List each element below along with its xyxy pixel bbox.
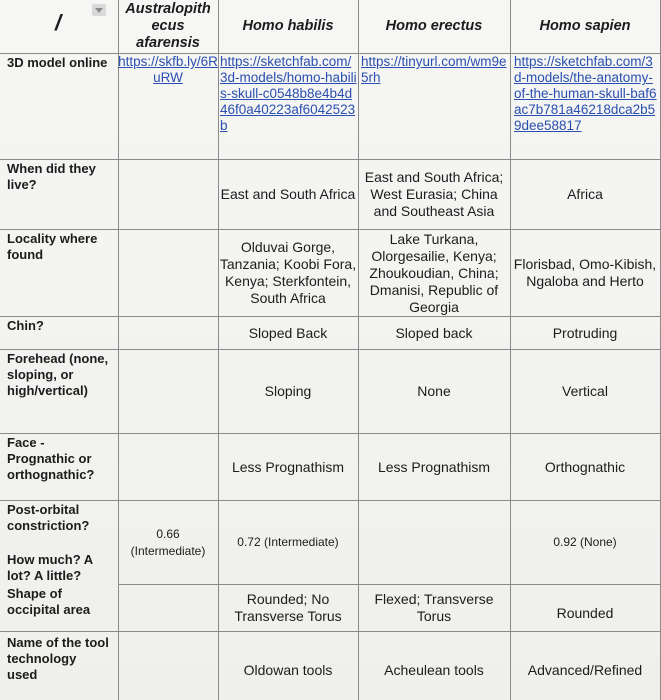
column-divider (118, 0, 119, 700)
corner-slash: / (55, 10, 62, 35)
cell-sapien-postorbital: 0.92 (None) (553, 535, 617, 549)
row-label-when: When did they live? (7, 161, 96, 192)
corner-cell (0, 0, 118, 53)
cell-sapien-tool: Advanced/Refined (527, 661, 643, 678)
cell-sapien-face: Orthognathic (544, 458, 626, 475)
link-homo-erectus-model[interactable]: https://tinyurl.com/wm9e5rh (361, 54, 507, 85)
link-homo-sapien-model[interactable]: https://sketchfab.com/3d-models/the-anatomy-of-the-human-skull-baf6ac7b781a46218dca2b59dee58817 (514, 54, 657, 133)
row-label-occipital: Shape of occipital area (7, 586, 91, 617)
cell-habilis-occipital: Rounded; No Transverse Torus (234, 591, 342, 624)
cell-erectus-forehead: None (417, 383, 451, 399)
cell-sapien-occipital: Rounded (556, 604, 614, 621)
cell-sapien-chin: Protruding (552, 324, 618, 341)
cell-erectus-when: East and South Africa; West Eurasia; China and Southeast Asia (364, 169, 504, 219)
cell-erectus-locality: Lake Turkana, Olorgesailie, Kenya; Zhoukoudian, China; Dmanisi, Republic of Georgia (369, 230, 499, 315)
link-australopithecus-model[interactable]: https://skfb.ly/6RuRW (118, 54, 218, 85)
cell-erectus-tool: Acheulean tools (384, 661, 484, 678)
row-label-forehead: Forehead (none, sloping, or high/vertical) (7, 351, 109, 398)
cell-habilis-face: Less Prognathism (231, 458, 345, 475)
cell-sapien-forehead: Vertical (562, 383, 608, 399)
link-homo-habilis-model[interactable]: https://sketchfab.com/3d-models/homo-habilis-skull-c0548b8e4b4d46f0a40223af6042523b (220, 54, 357, 133)
cell-erectus-occipital: Flexed; Transverse Torus (374, 591, 494, 624)
header-homo-habilis: Homo habilis (242, 18, 334, 34)
row-label-tool: Name of the tool technology used (7, 635, 109, 682)
row-label-locality: Locality where found (7, 231, 98, 262)
chevron-down-icon[interactable] (92, 4, 106, 16)
cell-habilis-chin: Sloped Back (248, 324, 328, 341)
header-homo-erectus: Homo erectus (385, 18, 483, 34)
cell-habilis-when: East and South Africa (220, 186, 356, 202)
header-homo-sapien: Homo sapien (539, 18, 631, 34)
cell-australopithecus-postorbital: 0.66 (Intermediate) (130, 526, 206, 558)
row-label-3d-model: 3D model online (7, 55, 108, 70)
cell-sapien-locality: Florisbad, Omo-Kibish, Ngaloba and Herto (513, 256, 657, 289)
cell-habilis-postorbital: 0.72 (Intermediate) (237, 535, 339, 549)
header-australopithecus: Australopith ecus afarensis (125, 1, 211, 51)
cell-habilis-tool: Oldowan tools (243, 661, 333, 678)
cell-erectus-chin: Sloped back (395, 324, 473, 341)
cell-habilis-locality: Olduvai Gorge, Tanzania; Koobi Fora, Kenya; Sterkfontein, South Africa (219, 239, 357, 306)
cell-erectus-face: Less Prognathism (377, 458, 491, 475)
row-label-postorbital: Post-orbital constriction? (7, 502, 90, 533)
cell-sapien-when: Africa (567, 186, 603, 202)
row-label-chin: Chin? (7, 318, 44, 333)
row-label-face: Face - Prognathic or orthognathic? (7, 435, 95, 482)
cell-habilis-forehead: Sloping (264, 383, 312, 399)
row-label-postorbital-amount: How much? A lot? A little? (7, 552, 93, 583)
